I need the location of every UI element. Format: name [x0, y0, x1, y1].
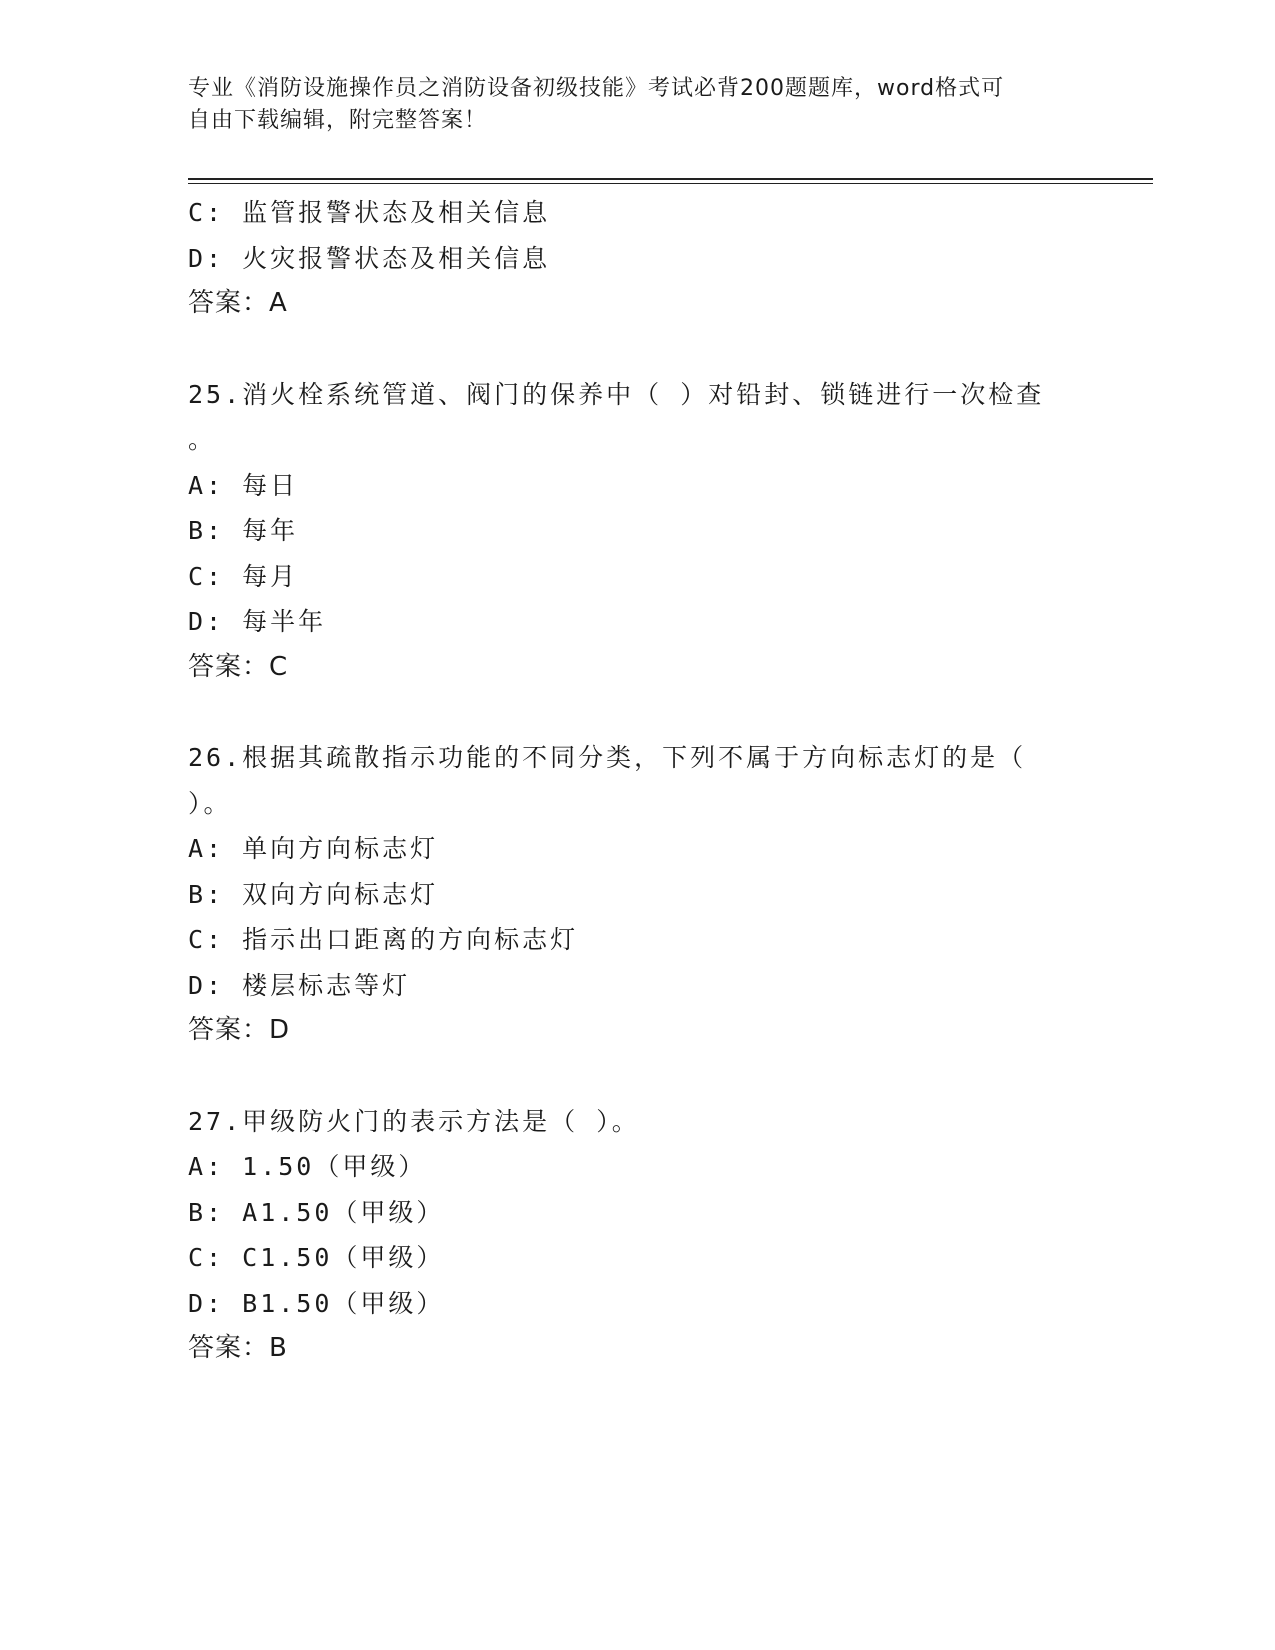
option-c: C: 指示出口距离的方向标志灯	[188, 925, 579, 954]
option-a: A: 每日	[188, 470, 299, 500]
option-d: D: 火灾报警状态及相关信息	[188, 243, 551, 273]
option-c: C: 每月	[188, 561, 299, 591]
header-line-1: 专业《消防设施操作员之消防设备初级技能》考试必背200题题库，word格式可	[188, 76, 1005, 101]
option-c: C: C1.50（甲级）	[188, 1243, 445, 1272]
question-stem-continued: 。	[188, 425, 217, 454]
option-a: A: 单向方向标志灯	[188, 834, 439, 863]
answer-line: 答案：C	[188, 651, 289, 682]
answer-line: 答案：A	[188, 288, 288, 318]
question-stem: 27.甲级防火门的表示方法是（ ）。	[188, 1106, 640, 1136]
answer-line: 答案：D	[188, 1015, 291, 1045]
question-stem: 25.消火栓系统管道、阀门的保养中（ ）对铅封、锁链进行一次检查	[188, 379, 1045, 409]
header-line-2: 自由下载编辑，附完整答案！	[188, 108, 488, 133]
document-header	[188, 73, 1068, 137]
header-divider-thick	[188, 178, 1153, 180]
question-stem: 26.根据其疏散指示功能的不同分类，下列不属于方向标志灯的是（	[188, 743, 1027, 772]
option-d: D: 楼层标志等灯	[188, 970, 411, 1000]
option-d: D: 每半年	[188, 607, 327, 636]
option-b: B: 双向方向标志灯	[188, 879, 439, 909]
option-b: B: A1.50（甲级）	[188, 1197, 445, 1227]
question-content	[188, 190, 1088, 1372]
previous-question-tail	[188, 190, 1088, 327]
option-a: A: 1.50（甲级）	[188, 1152, 427, 1181]
question-26	[188, 735, 1088, 1054]
option-d: D: B1.50（甲级）	[188, 1288, 445, 1318]
option-c: C: 监管报警状态及相关信息	[188, 198, 551, 227]
question-27	[188, 1099, 1088, 1372]
header-divider-thin	[188, 183, 1153, 184]
question-25	[188, 372, 1088, 691]
question-stem-continued: ）。	[188, 788, 232, 818]
answer-line: 答案：B	[188, 1333, 288, 1363]
option-b: B: 每年	[188, 516, 299, 545]
